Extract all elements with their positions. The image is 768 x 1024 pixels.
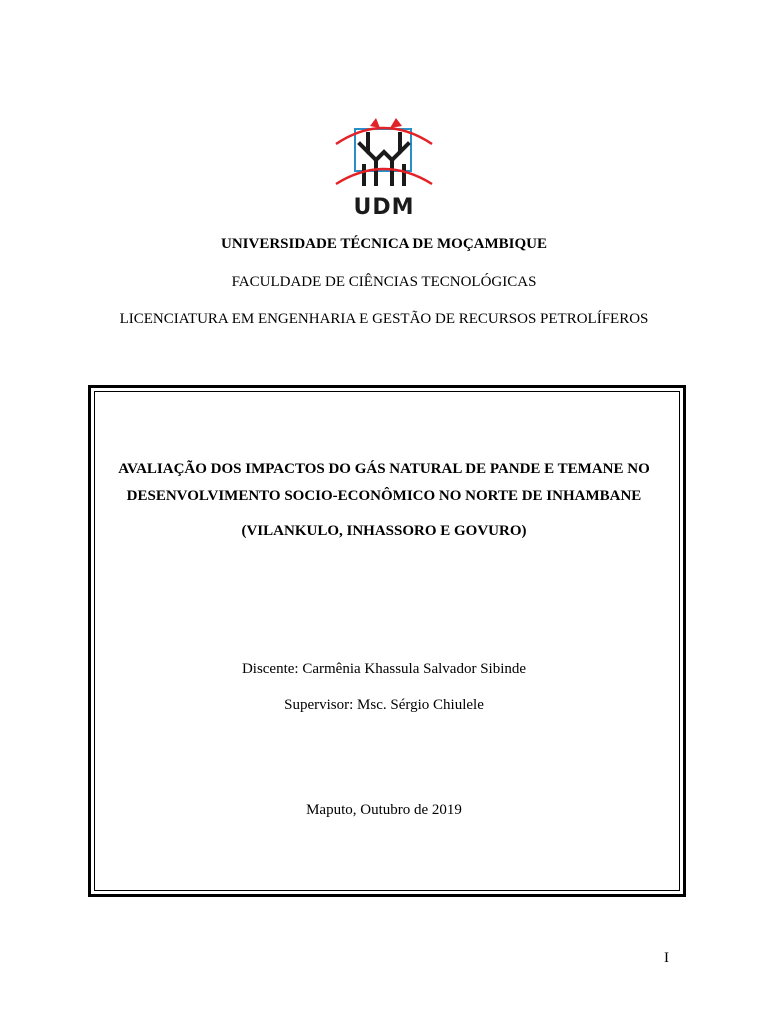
faculty-name: FACULDADE DE CIÊNCIAS TECNOLÓGICAS [231,274,537,290]
thesis-title-line-2: DESENVOLVIMENTO SOCIO-ECONÔMICO NO NORTE DE INHAMBANE [126,488,642,504]
supervisor-name: Supervisor: Msc. Sérgio Chiulele [284,697,484,713]
thesis-subtitle: (VILANKULO, INHASSORO E GOVURO) [241,523,527,539]
logo-red-left-flag [370,118,380,128]
logo-text: UDM [353,195,415,218]
student-name: Discente: Carmênia Khassula Salvador Sibinde [241,661,527,677]
university-name: UNIVERSIDADE TÉCNICA DE MOÇAMBIQUE [220,236,547,252]
degree-name: LICENCIATURA EM ENGENHARIA E GESTÃO DE RECURSOS PETROLÍFEROS [119,311,649,327]
thesis-title-line-1: AVALIAÇÃO DOS IMPACTOS DO GÁS NATURAL DE PANDE E TEMANE NO [118,461,650,477]
page-number: I [664,950,669,966]
logo-dark-structure [360,134,408,184]
logo-red-upper-arc [336,128,432,144]
logo-red-right-flag [390,118,402,128]
udm-logo [334,114,434,218]
place-date: Maputo, Outubro de 2019 [306,802,462,818]
